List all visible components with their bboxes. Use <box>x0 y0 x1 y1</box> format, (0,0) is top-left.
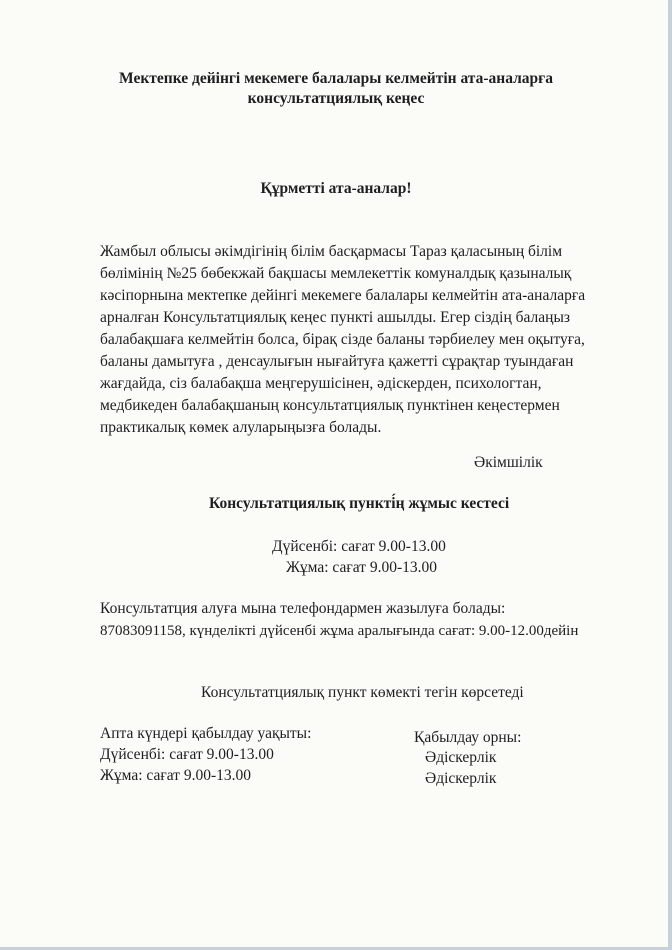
reception-place-heading: Қабылдау орны: <box>414 729 522 746</box>
body-line: баланы дамытуға , денсаулығын нығайтуға қажетті сұрақтар туындаған <box>100 353 574 370</box>
title-line-1: Мектепке дейінгі мекемеге балалары келмейтін ата-аналарға <box>119 70 553 87</box>
body-line: медбикеден балабақшаның консультатциялық пунктінен кеңестермен <box>100 397 560 414</box>
body-line: Жамбыл облысы әкімдігінің білім басқармасы Тараз қаласының білім <box>100 243 563 260</box>
reception-place-2: Әдіскерлік <box>425 770 497 787</box>
schedule-monday: Дүйсенбі: сағат 9.00-13.00 <box>272 538 446 555</box>
scan-edge-right <box>668 0 672 950</box>
reception-place-1: Әдіскерлік <box>425 749 497 766</box>
contact-line-1: Консультатция алуға мына телефондармен жазылуға болады: <box>100 600 506 617</box>
title-line-2: консультатциялық кеңес <box>247 90 425 107</box>
body-line: балабақшаға келмейтін болса, бірақ сізде баланы тәрбиелеу мен оқытуға, <box>100 331 585 348</box>
body-line: жағдайда, сіз балабақша меңгерушісінен, әдіскерден, психологтан, <box>100 375 542 392</box>
schedule-heading: Консультатциялық пункті́ң жұмыс кестесі <box>209 495 510 512</box>
reception-friday: Жұма: сағат 9.00-13.00 <box>100 767 251 784</box>
reception-monday: Дүйсенбі: сағат 9.00-13.00 <box>100 746 274 763</box>
greeting: Құрметті ата-аналар! <box>260 180 412 197</box>
reception-days-heading: Апта күндері қабылдау уақыты: <box>100 725 312 742</box>
contact-line-2: 87083091158, күнделікті дүйсенбі жұма аралығында сағат: 9.00-12.00дейін <box>100 623 579 639</box>
free-note: Консультатциялық пункт көмекті тегін көрсетеді <box>201 684 524 701</box>
body-line: кәсіпорнына мектепке дейінгі мекемеге балалары келмейтін ата-аналарға <box>100 287 586 304</box>
body-line: практикалық көмек алуларыңызға болады. <box>100 419 382 436</box>
body-line: бөлімінің №25 бөбекжай бақшасы мемлекеттік комуналдық қазыналық <box>100 265 572 282</box>
signature: Әкімшілік <box>474 454 543 471</box>
schedule-friday: Жұма: сағат 9.00-13.00 <box>286 559 437 576</box>
body-line: арналған Консультатциялық кеңес пункті ашылды. Егер сіздің балаңыз <box>100 309 570 326</box>
